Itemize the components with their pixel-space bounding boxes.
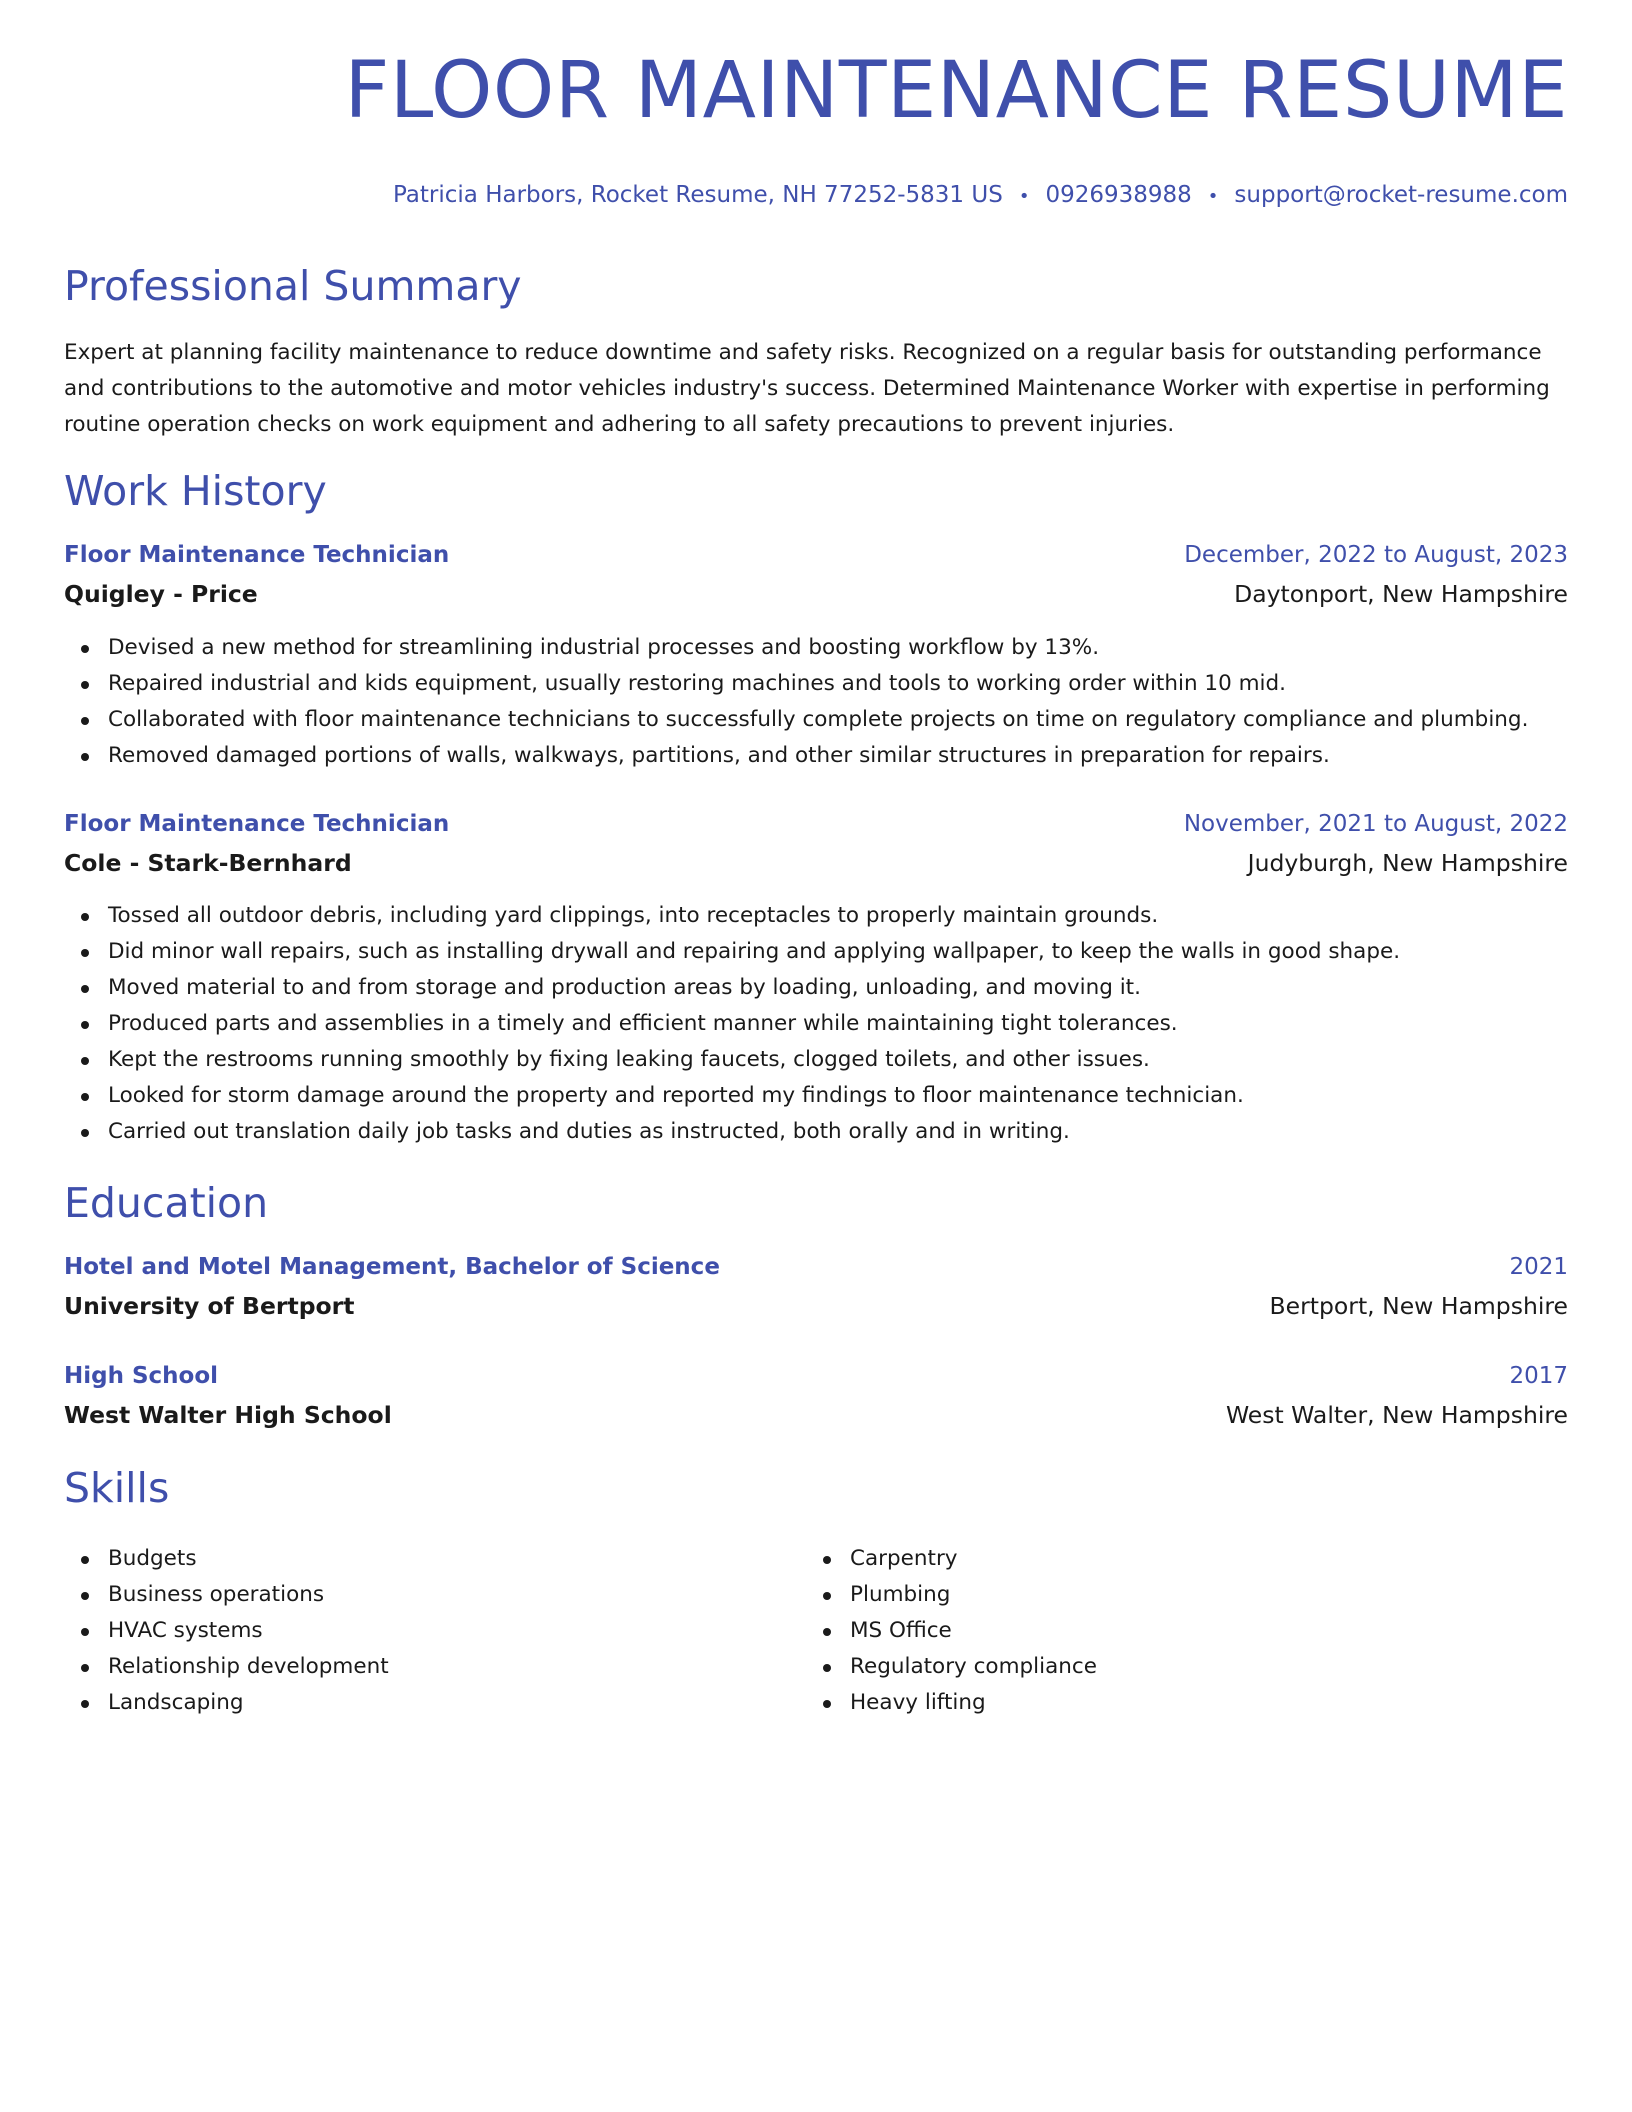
job-bullet: Did minor wall repairs, such as installing drywall and repairing and applying wallpaper, to keep the walls in good shape. (64, 934, 1568, 970)
summary-text: Expert at planning facility maintenance to reduce downtime and safety risks. Recognized on a regular basis for outstanding performance and contributions to the automotive and motor vehicles industry's success. Determined Maintenance Worker with expertise in performing routine operation checks on work equipment and adhering to all safety precautions to prevent injuries. (64, 340, 1550, 437)
resume-title: FLOOR MAINTENANCE RESUME (344, 46, 1568, 136)
skills-list-left (64, 1541, 764, 1721)
job-location: Daytonport, New Hampshire (1234, 580, 1568, 608)
contact-address: Patricia Harbors, Rocket Resume, NH 77252-5831 US (392, 182, 1003, 208)
skill-item: Relationship development (64, 1649, 764, 1685)
contact-line (393, 182, 1568, 208)
job-bullet: Removed damaged portions of walls, walkways, partitions, and other similar structures in preparation for repairs. (64, 738, 1568, 774)
job-company: Cole - Stark-Bernhard (64, 849, 352, 877)
skill-item: HVAC systems (64, 1613, 764, 1649)
job-bullet: Repaired industrial and kids equipment, usually restoring machines and tools to working order within 10 mid. (64, 666, 1568, 702)
job-bullet: Devised a new method for streamlining industrial processes and boosting workflow by 13%. (64, 630, 1568, 666)
job-dates: December, 2022 to August, 2023 (1184, 542, 1568, 568)
summary-heading: Professional Summary (64, 262, 522, 310)
contact-separator: • (1018, 186, 1030, 207)
job-bullet: Collaborated with floor maintenance technicians to successfully complete projects on time on regulatory compliance and plumbing. (64, 702, 1568, 738)
job-entry (64, 805, 1568, 883)
contact-separator: • (1207, 186, 1219, 207)
job-title: Floor Maintenance Technician (64, 542, 450, 568)
skill-item: Plumbing (806, 1577, 1506, 1613)
job-bullet-list (64, 898, 1568, 1150)
skill-item: Carpentry (806, 1541, 1506, 1577)
education-location: Bertport, New Hampshire (1269, 1292, 1568, 1320)
education-year: 2021 (1509, 1254, 1568, 1280)
job-bullet: Kept the restrooms running smoothly by fixing leaking faucets, clogged toilets, and other issues. (64, 1042, 1568, 1078)
education-year: 2017 (1509, 1363, 1568, 1389)
contact-email: support@rocket-resume.com (1234, 182, 1568, 208)
education-location: West Walter, New Hampshire (1225, 1401, 1568, 1429)
job-location: Judyburgh, New Hampshire (1247, 849, 1568, 877)
skill-item: Regulatory compliance (806, 1649, 1506, 1685)
job-company: Quigley - Price (64, 580, 258, 608)
education-degree: Hotel and Motel Management, Bachelor of Science (64, 1254, 720, 1280)
job-bullet: Carried out translation daily job tasks and duties as instructed, both orally and in writing. (64, 1114, 1568, 1150)
job-bullet-list (64, 630, 1568, 774)
education-school: West Walter High School (64, 1401, 392, 1429)
job-title: Floor Maintenance Technician (64, 811, 450, 837)
job-bullet: Tossed all outdoor debris, including yard clippings, into receptacles to properly maintain grounds. (64, 898, 1568, 934)
contact-phone: 0926938988 (1045, 182, 1192, 208)
skill-item: MS Office (806, 1613, 1506, 1649)
job-bullet: Moved material to and from storage and production areas by loading, unloading, and moving it. (64, 970, 1568, 1006)
skill-item: Business operations (64, 1577, 764, 1613)
job-bullet: Produced parts and assemblies in a timely and efficient manner while maintaining tight tolerances. (64, 1006, 1568, 1042)
education-school: University of Bertport (64, 1292, 355, 1320)
skill-item: Heavy lifting (806, 1685, 1506, 1721)
education-entry (64, 1248, 1568, 1326)
skill-item: Budgets (64, 1541, 764, 1577)
job-dates: November, 2021 to August, 2022 (1183, 811, 1568, 837)
skills-list-right (806, 1541, 1506, 1721)
skills-heading: Skills (64, 1464, 170, 1512)
work-history-heading: Work History (64, 467, 327, 515)
job-bullet: Looked for storm damage around the property and reported my findings to floor maintenance technician. (64, 1078, 1568, 1114)
job-entry (64, 536, 1568, 614)
education-entry (64, 1357, 1568, 1435)
skill-item: Landscaping (64, 1685, 764, 1721)
education-degree: High School (64, 1363, 219, 1389)
education-heading: Education (64, 1179, 269, 1227)
